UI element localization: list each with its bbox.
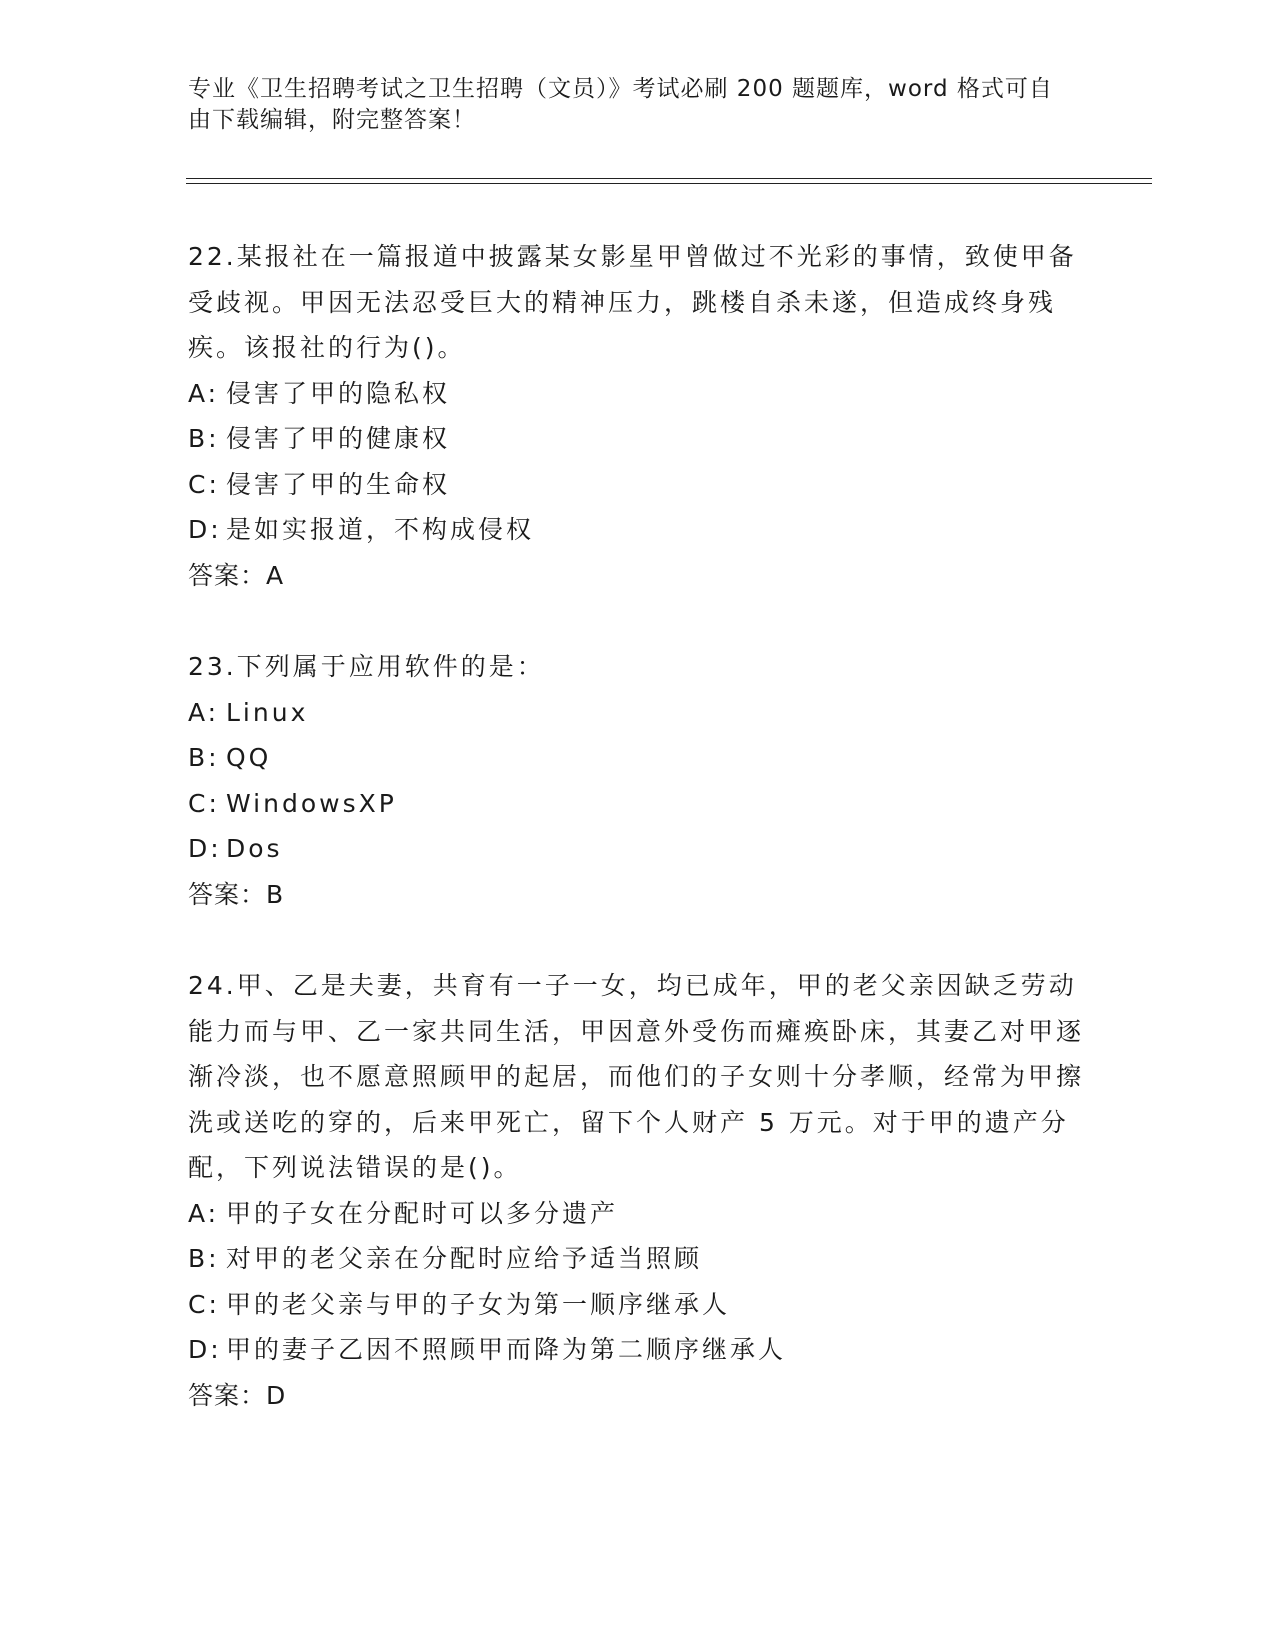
option-text: Linux (226, 697, 309, 727)
header-intro-line-2: 由下载编辑，附完整答案！ (188, 107, 476, 133)
option-letter: B: (188, 743, 220, 772)
option-text: 对甲的老父亲在分配时应给予适当照顾 (226, 1244, 703, 1273)
option-d (188, 1327, 1088, 1373)
option-letter: B: (188, 424, 220, 453)
option-letter: C: (188, 788, 220, 818)
option-text: 甲的妻子乙因不照顾甲而降为第二顺序继承人 (226, 1335, 787, 1364)
option-text: 甲的老父亲与甲的子女为第一顺序继承人 (226, 1289, 731, 1319)
header-intro-line-1: 专业《卫生招聘考试之卫生招聘（文员）》考试必刷 200 题题库，word 格式可自 (188, 76, 1053, 102)
question-stem: 23.下列属于应用软件的是： (188, 652, 545, 681)
header-divider-top (186, 178, 1152, 179)
question-22 (188, 234, 1088, 598)
question-23 (188, 644, 1088, 917)
option-c (188, 462, 1088, 508)
option-letter: A: (188, 697, 220, 727)
option-text: 甲的子女在分配时可以多分遗产 (226, 1198, 619, 1228)
question-stem: 22.某报社在一篇报道中披露某女影星甲曾做过不光彩的事情，致使甲备受歧视。甲因无法忍受巨大的精神压力，跳楼自杀未遂，但造成终身残疾。该报社的行为()。 (188, 242, 1077, 362)
question-24 (188, 963, 1088, 1418)
option-text: Dos (226, 834, 283, 863)
option-b (188, 416, 1088, 462)
answer-line: 答案：B (188, 879, 285, 909)
header-divider-bottom (186, 183, 1152, 184)
option-letter: C: (188, 1289, 220, 1319)
answer-line: 答案：D (188, 1380, 287, 1410)
option-a (188, 690, 1088, 736)
option-b (188, 735, 1088, 781)
option-d (188, 507, 1088, 553)
option-letter: D: (188, 515, 222, 544)
option-a (188, 1191, 1088, 1237)
option-b (188, 1236, 1088, 1282)
option-text: 是如实报道，不构成侵权 (226, 515, 535, 544)
document-header (188, 74, 1068, 136)
option-a (188, 371, 1088, 417)
option-c (188, 781, 1088, 827)
option-text: QQ (226, 743, 272, 772)
option-letter: C: (188, 469, 220, 499)
option-c (188, 1282, 1088, 1328)
option-letter: A: (188, 378, 220, 408)
option-text: WindowsXP (226, 788, 397, 818)
option-letter: D: (188, 1335, 222, 1364)
option-text: 侵害了甲的生命权 (226, 469, 451, 499)
answer-line: 答案：A (188, 560, 285, 590)
option-letter: D: (188, 834, 222, 863)
option-letter: B: (188, 1244, 220, 1273)
option-text: 侵害了甲的健康权 (226, 424, 451, 453)
question-stem: 24.甲、乙是夫妻，共育有一子一女，均已成年，甲的老父亲因缺乏劳动能力而与甲、乙一家共同生活，甲因意外受伤而瘫痪卧床，其妻乙对甲逐渐冷淡，也不愿意照顾甲的起居，而他们的子女则十分孝顺，经常为甲擦洗或送吃的穿的，后来甲死亡，留下个人财产 5 万元。对于甲的遗产分配，下列说法错误的是()。 (188, 971, 1085, 1182)
option-d (188, 826, 1088, 872)
option-text: 侵害了甲的隐私权 (226, 378, 451, 408)
option-letter: A: (188, 1198, 220, 1228)
